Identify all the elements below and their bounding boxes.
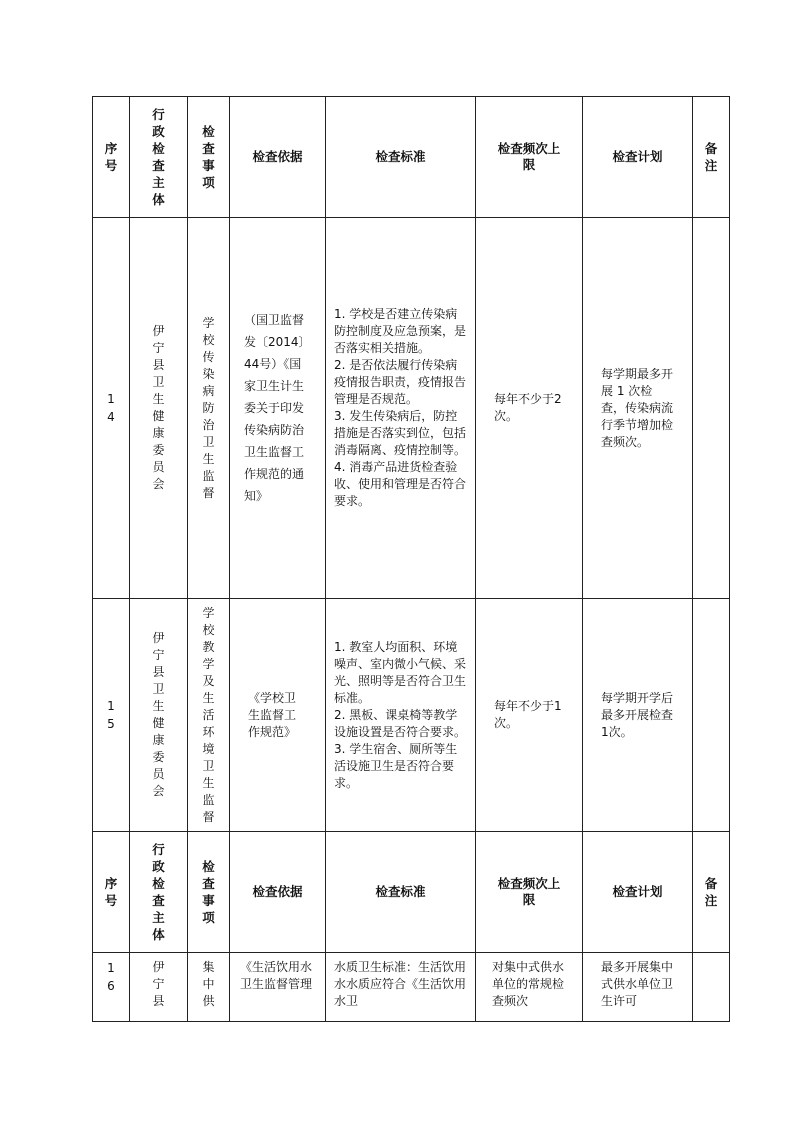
row-item: 集中供 xyxy=(188,953,230,1022)
header-basis: 检查依据 xyxy=(230,832,326,953)
header-item: 检查事项 xyxy=(188,97,230,218)
row-freq: 对集中式供水单位的常规检查频次 xyxy=(476,953,583,1022)
header-seq: 序号 xyxy=(93,97,130,218)
header-remark: 备注 xyxy=(693,832,730,953)
header-subject: 行政检查主体 xyxy=(130,97,188,218)
row-seq: 16 xyxy=(93,953,130,1022)
row-standard: 1. 教室人均面积、环境噪声、室内微小气候、采光、照明等是否符合卫生标准。 2. 黑板、课桌椅等教学设施设置是否符合要求。 3. 学生宿舍、厕所等生活设施卫生是否符合要求。 xyxy=(326,599,476,832)
row-item: 学校教学及生活环境卫生监督 xyxy=(188,599,230,832)
header-basis: 检查依据 xyxy=(230,97,326,218)
header-plan: 检查计划 xyxy=(583,97,693,218)
row-basis: （国卫监督发〔2014〕44号）《国家卫生计生委关于印发传染病防治卫生监督工作规范的通知》 xyxy=(230,218,326,599)
row-remark xyxy=(693,599,730,832)
row-item: 学校传染病防治卫生监督 xyxy=(188,218,230,599)
table-header-row xyxy=(93,97,730,218)
row-basis: 《生活饮用水卫生监督管理 xyxy=(230,953,326,1022)
row-standard: 1. 学校是否建立传染病防控制度及应急预案，是否落实相关措施。 2. 是否依法履行传染病疫情报告职责，疫情报告管理是否规范。 3. 发生传染病后，防控措施是否落实到位，包括消毒隔离、疫情控制等。 4. 消毒产品进货检查验收、使用和管理是否符合要求。 xyxy=(326,218,476,599)
table-row xyxy=(93,218,730,599)
row-seq: 15 xyxy=(93,599,130,832)
header-freq: 检查频次上限 xyxy=(476,832,583,953)
row-plan: 每学期最多开展 1 次检查，传染病流行季节增加检查频次。 xyxy=(583,218,693,599)
header-remark: 备注 xyxy=(693,97,730,218)
table-header-row-repeat xyxy=(93,832,730,953)
row-plan: 每学期开学后最多开展检查1次。 xyxy=(583,599,693,832)
row-plan: 最多开展集中式供水单位卫生许可 xyxy=(583,953,693,1022)
header-standard: 检查标准 xyxy=(326,832,476,953)
row-seq: 14 xyxy=(93,218,130,599)
row-remark xyxy=(693,218,730,599)
header-freq: 检查频次上限 xyxy=(476,97,583,218)
header-subject: 行政检查主体 xyxy=(130,832,188,953)
header-plan: 检查计划 xyxy=(583,832,693,953)
row-remark xyxy=(693,953,730,1022)
header-item: 检查事项 xyxy=(188,832,230,953)
table-row xyxy=(93,599,730,832)
row-subject: 伊宁县卫生健康委员会 xyxy=(130,599,188,832)
row-basis: 《学校卫生监督工作规范》 xyxy=(230,599,326,832)
row-freq: 每年不少于1 次。 xyxy=(476,599,583,832)
inspection-table xyxy=(92,96,730,1022)
table-row xyxy=(93,953,730,1022)
header-standard: 检查标准 xyxy=(326,97,476,218)
header-seq: 序号 xyxy=(93,832,130,953)
row-standard: 水质卫生标准：生活饮用水水质应符合《生活饮用水卫 xyxy=(326,953,476,1022)
row-subject: 伊宁县卫生健康委员会 xyxy=(130,218,188,599)
row-subject: 伊宁县 xyxy=(130,953,188,1022)
row-freq: 每年不少于2 次。 xyxy=(476,218,583,599)
